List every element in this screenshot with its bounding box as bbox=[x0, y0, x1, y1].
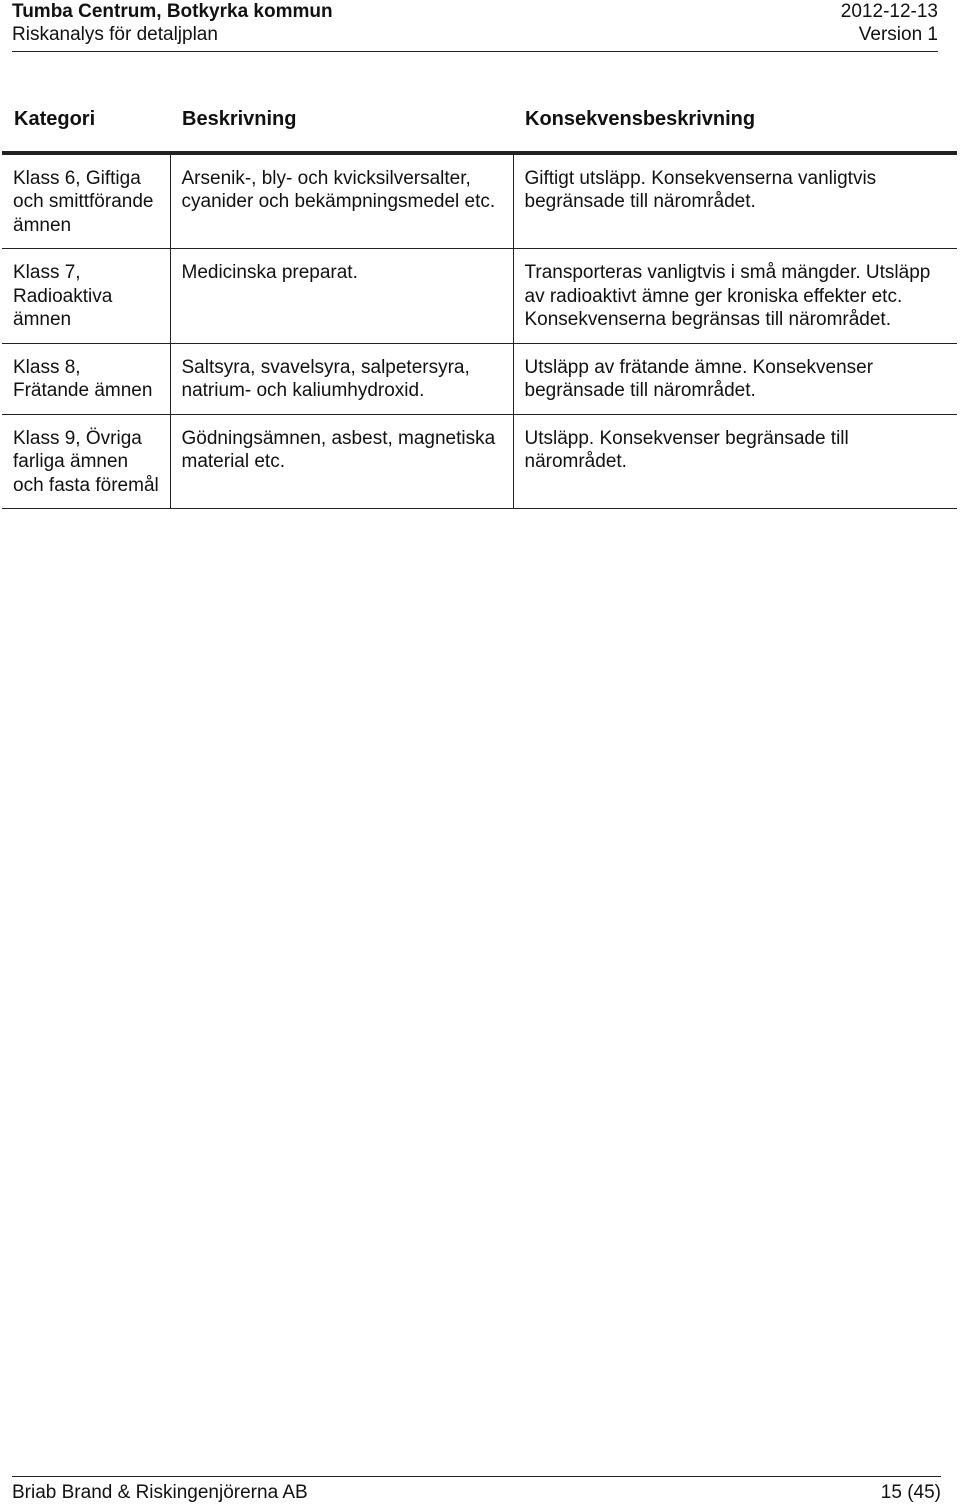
document-title: Tumba Centrum, Botkyrka kommun bbox=[12, 1, 333, 22]
description-cell: Saltsyra, svavelsyra, salpetersyra, natrium- och kaliumhydroxid. bbox=[170, 343, 513, 414]
consequence-cell: Transporteras vanligtvis i små mängder. Utsläpp av radioaktivt ämne ger kroniska effekter etc. Konsekvenserna begränsas till närområdet. bbox=[513, 249, 957, 344]
table-row bbox=[2, 153, 957, 249]
footer-company: Briab Brand & Riskingenjörerna AB bbox=[12, 1482, 308, 1503]
consequence-cell: Giftigt utsläpp. Konsekvenserna vanligtvis begränsade till närområdet. bbox=[513, 153, 957, 249]
page-footer bbox=[12, 1476, 941, 1504]
page-header bbox=[12, 0, 938, 52]
table-row bbox=[2, 343, 957, 414]
table-row bbox=[2, 414, 957, 509]
document-version: Version 1 bbox=[858, 24, 938, 45]
column-header-category: Kategori bbox=[2, 96, 170, 153]
document-date: 2012-12-13 bbox=[840, 1, 938, 22]
table-row bbox=[2, 249, 957, 344]
description-cell: Arsenik-, bly- och kvicksilversalter, cyanider och bekämpningsmedel etc. bbox=[170, 153, 513, 249]
category-cell: Klass 7, Radioaktiva ämnen bbox=[2, 249, 170, 344]
column-header-description: Beskrivning bbox=[170, 96, 513, 153]
hazard-class-table bbox=[2, 96, 957, 509]
header-row-top bbox=[12, 0, 938, 23]
description-cell: Gödningsämnen, asbest, magnetiska material etc. bbox=[170, 414, 513, 509]
category-cell: Klass 8, Frätande ämnen bbox=[2, 343, 170, 414]
consequence-cell: Utsläpp. Konsekvenser begränsade till närområdet. bbox=[513, 414, 957, 509]
table-header-row bbox=[2, 96, 957, 153]
description-cell: Medicinska preparat. bbox=[170, 249, 513, 344]
header-row-bottom bbox=[12, 23, 938, 46]
category-cell: Klass 6, Giftiga och smittförande ämnen bbox=[2, 153, 170, 249]
consequence-cell: Utsläpp av frätande ämne. Konsekvenser begränsade till närområdet. bbox=[513, 343, 957, 414]
document-subtitle: Riskanalys för detaljplan bbox=[12, 24, 218, 45]
category-cell: Klass 9, Övriga farliga ämnen och fasta föremål bbox=[2, 414, 170, 509]
column-header-consequence: Konsekvensbeskrivning bbox=[513, 96, 957, 153]
page-number: 15 (45) bbox=[880, 1482, 941, 1503]
